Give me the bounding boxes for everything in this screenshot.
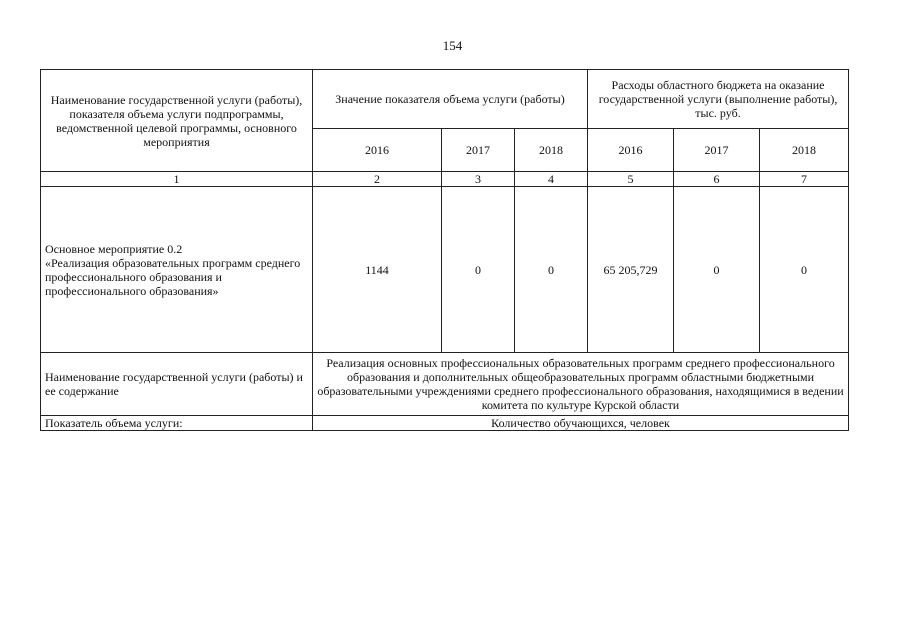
value-expense-2018: 0 bbox=[760, 187, 849, 353]
year-expense-2016: 2016 bbox=[588, 129, 674, 172]
table-row bbox=[41, 187, 849, 353]
service-table bbox=[40, 69, 849, 431]
year-volume-2018: 2018 bbox=[515, 129, 588, 172]
activity-subtitle: «Реализация образовательных программ среднего профессионального образования и профессионального образования» bbox=[45, 255, 301, 298]
header-row-top bbox=[41, 70, 849, 129]
year-volume-2016: 2016 bbox=[313, 129, 442, 172]
metric-row bbox=[41, 416, 849, 431]
activity-title: Основное мероприятие 0.2 bbox=[45, 241, 183, 256]
column-number: 3 bbox=[442, 172, 515, 187]
page-number: 154 bbox=[442, 38, 463, 53]
value-volume-2018: 0 bbox=[515, 187, 588, 353]
service-content: Реализация основных профессиональных образовательных программ среднего профессионального образования и дополнительных общеобразовательных программ областными бюджетными образовательными учреждениями среднего профессионального образования, находящимися в ведении комитета по культуре Курской области bbox=[313, 353, 849, 416]
column-number: 4 bbox=[515, 172, 588, 187]
year-expense-2018: 2018 bbox=[760, 129, 849, 172]
header-volume-value: Значение показателя объема услуги (работы) bbox=[313, 70, 588, 129]
header-service-name: Наименование государственной услуги (работы), показателя объема услуги подпрограммы, ведомственной целевой программы, основного мероприятия bbox=[41, 70, 313, 172]
column-number: 1 bbox=[41, 172, 313, 187]
header-expenses: Расходы областного бюджета на оказание государственной услуги (выполнение работы), тыс. руб. bbox=[588, 70, 849, 129]
activity-name-cell bbox=[41, 187, 313, 353]
metric-label: Показатель объема услуги: bbox=[41, 416, 313, 431]
year-expense-2017: 2017 bbox=[674, 129, 760, 172]
value-expense-2017: 0 bbox=[674, 187, 760, 353]
column-number: 6 bbox=[674, 172, 760, 187]
column-number: 5 bbox=[588, 172, 674, 187]
metric-value: Количество обучающихся, человек bbox=[313, 416, 849, 431]
service-description-row bbox=[41, 353, 849, 416]
service-label: Наименование государственной услуги (работы) и ее содержание bbox=[41, 353, 313, 416]
value-volume-2017: 0 bbox=[442, 187, 515, 353]
value-expense-2016: 65 205,729 bbox=[588, 187, 674, 353]
column-number: 7 bbox=[760, 172, 849, 187]
year-volume-2017: 2017 bbox=[442, 129, 515, 172]
value-volume-2016: 1144 bbox=[313, 187, 442, 353]
column-numbers-row bbox=[41, 172, 849, 187]
column-number: 2 bbox=[313, 172, 442, 187]
